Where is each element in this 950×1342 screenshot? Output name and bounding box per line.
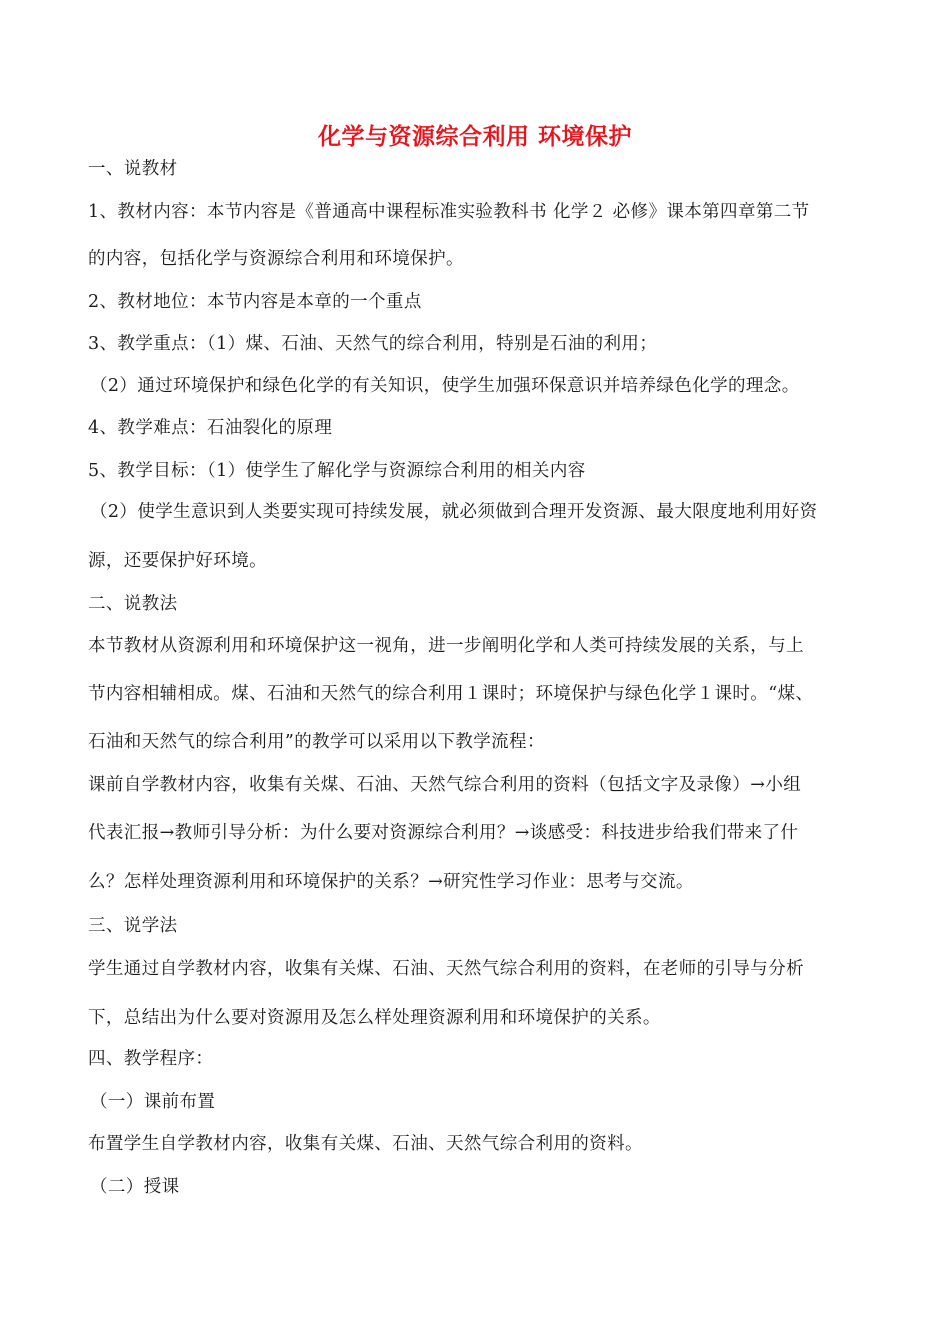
section-heading-textbook: 一、说教材 — [88, 159, 178, 179]
paragraph-line: 代表汇报→教师引导分析：为什么要对资源综合利用？→谈感受：科技进步给我们带来了什 — [88, 823, 799, 843]
paragraph-line: 1、教材内容：本节内容是《普通高中课程标准实验教科书 化学２ 必修》课本第四章第二节 — [88, 202, 810, 222]
paragraph-line: 课前自学教材内容，收集有关煤、石油、天然气综合利用的资料（包括文字及录像）→小组 — [88, 775, 802, 795]
paragraph-line: 节内容相辅相成。煤、石油和天然气的综合利用１课时；环境保护与绿色化学１课时。“煤、 — [88, 684, 814, 704]
paragraph-line: 3、教学重点：（1）煤、石油、天然气的综合利用，特别是石油的利用； — [88, 334, 658, 354]
section-heading-procedure: 四、教学程序： — [88, 1049, 214, 1069]
section-heading-learning-method: 三、说学法 — [88, 916, 178, 936]
paragraph-line: 下，总结出为什么要对资源用及怎么样处理资源利用和环境保护的关系。 — [88, 1008, 661, 1028]
paragraph-line: （2）通过环境保护和绿色化学的有关知识，使学生加强环保意识并培养绿色化学的理念。 — [90, 376, 800, 396]
subsection-heading-lecture: （二）授课 — [90, 1177, 180, 1197]
paragraph-line: 本节教材从资源利用和环境保护这一视角，进一步阐明化学和人类可持续发展的关系，与上 — [88, 636, 804, 656]
section-heading-teaching-method: 二、说教法 — [88, 594, 178, 614]
subsection-heading-preparation: （一）课前布置 — [90, 1092, 216, 1112]
paragraph-line: 源，还要保护好环境。 — [88, 551, 267, 571]
paragraph-line: 学生通过自学教材内容，收集有关煤、石油、天然气综合利用的资料，在老师的引导与分析 — [88, 959, 804, 979]
paragraph-line: 的内容，包括化学与资源综合利用和环境保护。 — [88, 249, 464, 269]
paragraph-line: 石油和天然气的综合利用”的教学可以采用以下教学流程： — [88, 732, 545, 752]
paragraph-line: 5、教学目标：（1）使学生了解化学与资源综合利用的相关内容 — [88, 461, 586, 481]
paragraph-line: 布置学生自学教材内容，收集有关煤、石油、天然气综合利用的资料。 — [88, 1134, 643, 1154]
paragraph-line: 2、教材地位：本节内容是本章的一个重点 — [88, 292, 422, 312]
paragraph-line: （2）使学生意识到人类要实现可持续发展，就必须做到合理开发资源、最大限度地利用好资 — [90, 502, 818, 522]
paragraph-line: 4、教学难点：石油裂化的原理 — [88, 418, 333, 438]
document-title: 化学与资源综合利用 环境保护 — [317, 124, 632, 150]
paragraph-line: 么？怎样处理资源利用和环境保护的关系？→研究性学习作业：思考与交流。 — [88, 872, 694, 892]
